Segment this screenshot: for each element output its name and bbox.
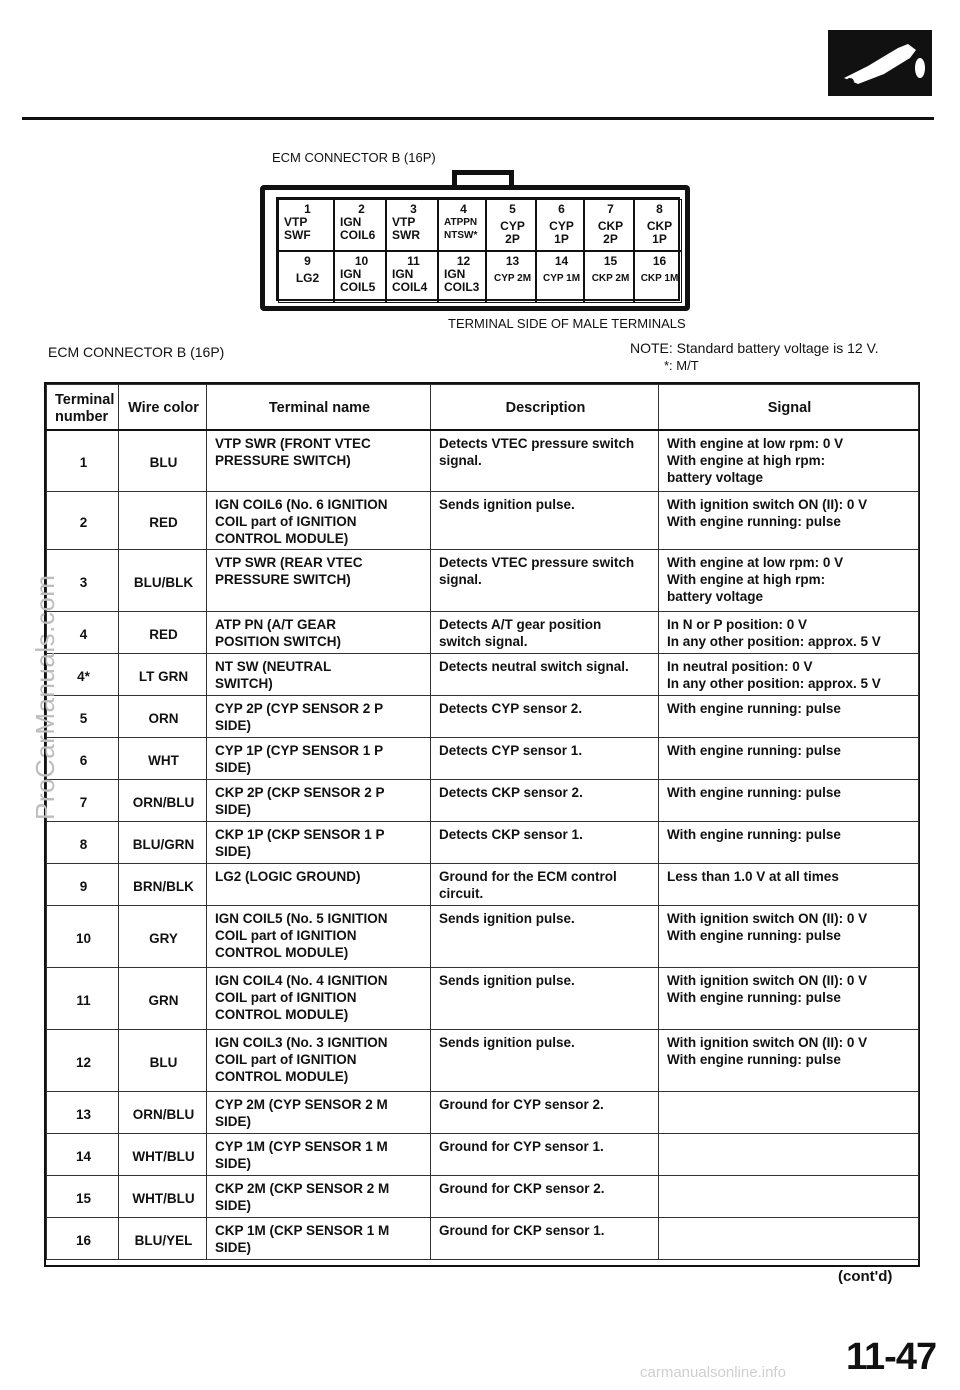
wire-color-cell: ORN/BLU xyxy=(119,780,207,822)
fuel-injection-icon xyxy=(828,30,932,96)
pin-label: VTP SWF xyxy=(284,215,311,242)
table-row xyxy=(47,822,919,864)
terminal-side-label: TERMINAL SIDE OF MALE TERMINALS xyxy=(448,316,686,331)
connector-title: ECM CONNECTOR B (16P) xyxy=(272,150,436,165)
pin-number: 2 xyxy=(358,202,365,216)
terminal-number-cell: 14 xyxy=(47,1134,119,1176)
terminal-name-cell: CYP 1M (CYP SENSOR 1 M SIDE) xyxy=(207,1134,431,1176)
signal-cell: With ignition switch ON (II): 0 V With engine running: pulse xyxy=(659,968,919,1030)
terminal-number-cell: 10 xyxy=(47,906,119,968)
terminal-number-cell: 2 xyxy=(47,492,119,550)
description-cell: Detects CKP sensor 2. xyxy=(431,780,659,822)
wire-color-cell: BLU/YEL xyxy=(119,1218,207,1260)
wire-color-cell: ORN/BLU xyxy=(119,1092,207,1134)
wire-color-cell: BLU xyxy=(119,1030,207,1092)
table-row xyxy=(47,1092,919,1134)
pin-number: 5 xyxy=(509,202,516,216)
connector-pin xyxy=(334,251,386,303)
table-row xyxy=(47,1134,919,1176)
connector-pin xyxy=(634,251,682,303)
connector-pin xyxy=(386,251,438,303)
terminal-name-cell: CKP 1P (CKP SENSOR 1 P SIDE) xyxy=(207,822,431,864)
pin-number: 8 xyxy=(656,202,663,216)
header-description: Description xyxy=(431,385,659,430)
description-cell: Detects VTEC pressure switch signal. xyxy=(431,550,659,612)
signal-cell xyxy=(659,1092,919,1134)
signal-cell: In N or P position: 0 V In any other position: approx. 5 V xyxy=(659,612,919,654)
terminal-number-cell: 5 xyxy=(47,696,119,738)
pin-number: 9 xyxy=(304,254,311,268)
pin-number: 4 xyxy=(460,202,467,216)
wire-color-cell: WHT/BLU xyxy=(119,1134,207,1176)
pin-label: CKP 2P xyxy=(597,219,624,246)
terminal-name-cell: VTP SWR (REAR VTEC PRESSURE SWITCH) xyxy=(207,550,431,612)
terminal-name-cell: VTP SWR (FRONT VTEC PRESSURE SWITCH) xyxy=(207,430,431,492)
signal-cell: With ignition switch ON (II): 0 V With engine running: pulse xyxy=(659,1030,919,1092)
terminal-number-cell: 7 xyxy=(47,780,119,822)
continued-label: (cont'd) xyxy=(838,1268,893,1285)
section-logo xyxy=(828,30,932,96)
pin-label: VTP SWR xyxy=(392,215,420,242)
signal-cell: In neutral position: 0 V In any other position: approx. 5 V xyxy=(659,654,919,696)
terminal-number-cell: 9 xyxy=(47,864,119,906)
pin-label: CYP 2M xyxy=(493,273,532,284)
signal-cell: With engine running: pulse xyxy=(659,780,919,822)
pin-label: IGN COIL5 xyxy=(340,267,376,294)
table-title: ECM CONNECTOR B (16P) xyxy=(48,344,225,360)
pin-number: 13 xyxy=(505,254,520,268)
header-wire-color: Wire color xyxy=(119,385,207,430)
wire-color-cell: ORN xyxy=(119,696,207,738)
signal-cell: With engine at low rpm: 0 V With engine at high rpm: battery voltage xyxy=(659,430,919,492)
side-watermark: ProCarManuals.com xyxy=(30,574,60,820)
connector-pin xyxy=(634,199,682,251)
terminal-number-cell: 3 xyxy=(47,550,119,612)
table-row xyxy=(47,738,919,780)
terminal-table xyxy=(44,382,920,1267)
signal-cell: Less than 1.0 V at all times xyxy=(659,864,919,906)
wire-color-cell: WHT/BLU xyxy=(119,1176,207,1218)
wire-color-cell: RED xyxy=(119,492,207,550)
table-row xyxy=(47,1030,919,1092)
terminal-number-cell: 6 xyxy=(47,738,119,780)
signal-cell: With engine running: pulse xyxy=(659,738,919,780)
terminal-name-cell: CYP 2M (CYP SENSOR 2 M SIDE) xyxy=(207,1092,431,1134)
pin-number: 10 xyxy=(354,254,369,268)
table-row xyxy=(47,906,919,968)
terminal-number-cell: 16 xyxy=(47,1218,119,1260)
signal-cell xyxy=(659,1218,919,1260)
wire-color-cell: BLU/BLK xyxy=(119,550,207,612)
connector-pin-grid xyxy=(276,197,680,301)
pin-label: CKP 1P xyxy=(646,219,673,246)
terminal-name-cell: IGN COIL6 (No. 6 IGNITION COIL part of IGNITION CONTROL MODULE) xyxy=(207,492,431,550)
connector-pin xyxy=(486,199,536,251)
table-row xyxy=(47,550,919,612)
description-cell: Detects neutral switch signal. xyxy=(431,654,659,696)
signal-cell: With ignition switch ON (II): 0 V With engine running: pulse xyxy=(659,906,919,968)
signal-cell xyxy=(659,1176,919,1218)
table-row xyxy=(47,612,919,654)
terminal-name-cell: IGN COIL4 (No. 4 IGNITION COIL part of IGNITION CONTROL MODULE) xyxy=(207,968,431,1030)
connector-pin xyxy=(584,251,634,303)
pin-number: 15 xyxy=(603,254,618,268)
connector-pin xyxy=(584,199,634,251)
description-cell: Ground for CYP sensor 2. xyxy=(431,1092,659,1134)
pin-number: 3 xyxy=(410,202,417,216)
description-cell: Detects CYP sensor 1. xyxy=(431,738,659,780)
wire-color-cell: LT GRN xyxy=(119,654,207,696)
terminal-number-cell: 15 xyxy=(47,1176,119,1218)
pin-label: CYP 2P xyxy=(500,219,525,246)
connector-pin xyxy=(438,251,486,303)
pin-number: 14 xyxy=(554,254,569,268)
terminal-name-cell: CKP 2P (CKP SENSOR 2 P SIDE) xyxy=(207,780,431,822)
terminal-name-cell: IGN COIL3 (No. 3 IGNITION COIL part of IGNITION CONTROL MODULE) xyxy=(207,1030,431,1092)
table-row xyxy=(47,492,919,550)
terminal-number-cell: 12 xyxy=(47,1030,119,1092)
table-row xyxy=(47,968,919,1030)
description-cell: Ground for CKP sensor 1. xyxy=(431,1218,659,1260)
signal-cell xyxy=(659,1134,919,1176)
pin-label: CKP 2M xyxy=(591,273,630,284)
terminal-name-cell: CYP 2P (CYP SENSOR 2 P SIDE) xyxy=(207,696,431,738)
terminal-name-cell: ATP PN (A/T GEAR POSITION SWITCH) xyxy=(207,612,431,654)
bottom-watermark: carmanualsonline.info xyxy=(640,1364,786,1381)
terminal-number-cell: 8 xyxy=(47,822,119,864)
note-mt: *: M/T xyxy=(664,358,699,373)
description-cell: Sends ignition pulse. xyxy=(431,968,659,1030)
terminal-number-cell: 4* xyxy=(47,654,119,696)
terminal-number-cell: 1 xyxy=(47,430,119,492)
table-row xyxy=(47,864,919,906)
pin-label: IGN COIL4 xyxy=(392,267,428,294)
connector-pin xyxy=(278,251,334,303)
header-signal: Signal xyxy=(659,385,919,430)
wire-color-cell: GRN xyxy=(119,968,207,1030)
terminal-number-cell: 11 xyxy=(47,968,119,1030)
table-row xyxy=(47,430,919,492)
wire-color-cell: WHT xyxy=(119,738,207,780)
pin-number: 1 xyxy=(304,202,311,216)
pin-label: IGN COIL3 xyxy=(444,267,480,294)
terminal-name-cell: IGN COIL5 (No. 5 IGNITION COIL part of IGNITION CONTROL MODULE) xyxy=(207,906,431,968)
description-cell: Detects CKP sensor 1. xyxy=(431,822,659,864)
connector-pin xyxy=(438,199,486,251)
description-cell: Sends ignition pulse. xyxy=(431,492,659,550)
signal-cell: With engine at low rpm: 0 V With engine at high rpm: battery voltage xyxy=(659,550,919,612)
pin-number: 6 xyxy=(558,202,565,216)
description-cell: Detects CYP sensor 2. xyxy=(431,696,659,738)
terminal-name-cell: LG2 (LOGIC GROUND) xyxy=(207,864,431,906)
connector-pin xyxy=(278,199,334,251)
terminal-name-cell: CYP 1P (CYP SENSOR 1 P SIDE) xyxy=(207,738,431,780)
header-terminal-name: Terminal name xyxy=(207,385,431,430)
description-cell: Ground for the ECM control circuit. xyxy=(431,864,659,906)
wire-color-cell: BLU xyxy=(119,430,207,492)
terminal-number-cell: 4 xyxy=(47,612,119,654)
pin-label: CYP 1M xyxy=(542,273,581,284)
description-cell: Sends ignition pulse. xyxy=(431,1030,659,1092)
table-row xyxy=(47,1218,919,1260)
page-number: 11-47 xyxy=(846,1336,937,1378)
pin-number: 11 xyxy=(407,254,420,268)
table-row xyxy=(47,780,919,822)
signal-cell: With engine running: pulse xyxy=(659,822,919,864)
pin-label: ATPPN NTSW* xyxy=(444,217,478,241)
description-cell: Detects VTEC pressure switch signal. xyxy=(431,430,659,492)
table-row xyxy=(47,654,919,696)
table-header-row xyxy=(47,385,919,430)
terminal-name-cell: CKP 2M (CKP SENSOR 2 M SIDE) xyxy=(207,1176,431,1218)
terminal-name-cell: CKP 1M (CKP SENSOR 1 M SIDE) xyxy=(207,1218,431,1260)
pin-number: 7 xyxy=(607,202,614,216)
connector-pin xyxy=(386,199,438,251)
wire-color-cell: BRN/BLK xyxy=(119,864,207,906)
table-row xyxy=(47,696,919,738)
pin-label: CYP 1P xyxy=(549,219,574,246)
header-terminal-number: Terminal number xyxy=(47,385,119,430)
pin-label: LG2 xyxy=(295,271,320,285)
terminal-name-cell: NT SW (NEUTRAL SWITCH) xyxy=(207,654,431,696)
connector-pin xyxy=(486,251,536,303)
signal-cell: With ignition switch ON (II): 0 V With engine running: pulse xyxy=(659,492,919,550)
description-cell: Ground for CKP sensor 2. xyxy=(431,1176,659,1218)
pin-number: 16 xyxy=(652,254,667,268)
wire-color-cell: BLU/GRN xyxy=(119,822,207,864)
signal-cell: With engine running: pulse xyxy=(659,696,919,738)
connector-pin xyxy=(536,251,584,303)
description-cell: Sends ignition pulse. xyxy=(431,906,659,968)
description-cell: Detects A/T gear position switch signal. xyxy=(431,612,659,654)
description-cell: Ground for CYP sensor 1. xyxy=(431,1134,659,1176)
table-row xyxy=(47,1176,919,1218)
pin-label: CKP 1M xyxy=(640,273,679,284)
pin-number: 12 xyxy=(456,254,471,268)
pin-label: IGN COIL6 xyxy=(340,215,376,242)
connector-pin xyxy=(334,199,386,251)
note: NOTE: Standard battery voltage is 12 V. xyxy=(630,340,879,356)
connector-pin xyxy=(536,199,584,251)
header-rule xyxy=(22,117,934,120)
terminal-number-cell: 13 xyxy=(47,1092,119,1134)
wire-color-cell: GRY xyxy=(119,906,207,968)
wire-color-cell: RED xyxy=(119,612,207,654)
